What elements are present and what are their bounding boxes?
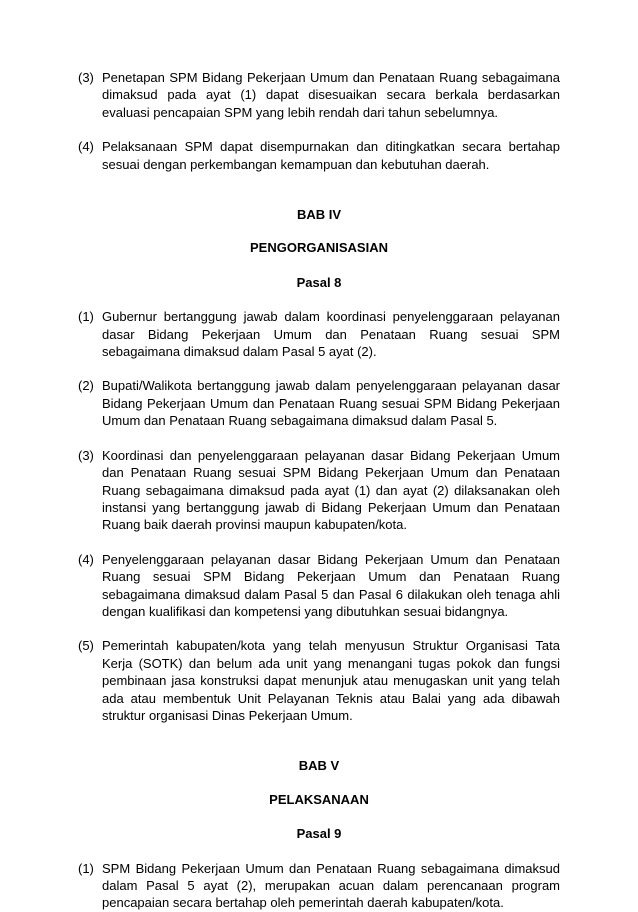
chapter-subtitle: PELAKSANAAN (269, 791, 369, 807)
list-item (78, 551, 560, 621)
list-item (78, 69, 560, 121)
item-text: Penyelenggaraan pelayanan dasar Bidang Pekerjaan Umum dan Penataan Ruang sesuai SPM Bidang Pekerjaan Umum dan Penataan Ruang sebagaimana dimaksud dalam Pasal 5 dan Pasal 6 dilakukan oleh tenaga ahli dengan kualifikasi dan kompetensi yang dibutuhkan sesuai bidangnya. (102, 551, 560, 619)
item-text: Penetapan SPM Bidang Pekerjaan Umum dan Penataan Ruang sebagaimana dimaksud pada ayat (1) dapat disesuaikan secara berkala berdasarkan evaluasi pencapaian SPM yang lebih rendah dari tahun sebelumnya. (102, 70, 560, 120)
item-text: Gubernur bertanggung jawab dalam koordinasi penyelenggaraan pelayanan dasar Bidang Pekerjaan Umum dan Penataan Ruang sesuai SPM sebagaimana dimaksud dalam Pasal 5 ayat (2). (102, 309, 560, 360)
item-text: Pelaksanaan SPM dapat disempurnakan dan ditingkatkan secara bertahap sesuai dengan perkembangan kemampuan dan kebutuhan daerah. (102, 139, 560, 172)
list-item (78, 138, 560, 173)
chapter-title: BAB V (298, 758, 340, 774)
item-number: (5) (78, 638, 94, 654)
item-number: (2) (78, 378, 94, 394)
item-number: (4) (78, 551, 94, 567)
item-number: (4) (78, 139, 94, 155)
chapter-subtitle: PENGORGANISASIAN (250, 240, 388, 256)
article-title: Pasal 9 (296, 826, 342, 842)
item-number: (3) (78, 447, 94, 463)
item-number: (3) (78, 70, 94, 85)
item-number: (1) (78, 309, 94, 325)
list-item (78, 860, 560, 912)
list-item (78, 447, 560, 534)
list-item (78, 308, 560, 360)
item-text: Bupati/Walikota bertanggung jawab dalam penyelenggaraan pelayanan dasar Bidang Pekerjaan Umum dan Penataan Ruang sesuai SPM Bidang Pekerjaan Umum dan Penataan Ruang sebagaimana dimaksud dalam Pasal 5. (102, 378, 560, 429)
item-text: Koordinasi dan penyelenggaraan pelayanan dasar Bidang Pekerjaan Umum dan Penataan Ruang sesuai SPM Bidang Pekerjaan Umum dan Penataan Ruang sebagaimana dimaksud pada ayat (1) dan ayat (2) dilaksanakan oleh instansi yang bertanggung jawab di Bidang Pekerjaan Umum dan Penataan Ruang baik daerah provinsi maupun kabupaten/kota. (102, 447, 560, 533)
list-item (78, 377, 560, 429)
article-title: Pasal 8 (296, 274, 342, 290)
document-page (78, 69, 560, 912)
chapter-title: BAB IV (296, 207, 342, 223)
item-text: SPM Bidang Pekerjaan Umum dan Penataan Ruang sebagaimana dimaksud dalam Pasal 5 ayat (2), merupakan acuan dalam perencanaan program pencapaian secara bertahap oleh pemerintah daerah kabupaten/kota. (102, 860, 560, 911)
list-item (78, 637, 560, 724)
item-text: Pemerintah kabupaten/kota yang telah menyusun Struktur Organisasi Tata Kerja (SOTK) dan belum ada unit yang menangani tugas pokok dan fungsi pembinaan jasa konstruksi dapat menunjuk atau menugaskan unit yang telah ada atau membentuk Unit Pelayanan Teknis atau Balai yang ada dibawah struktur organisasi Dinas Pekerjaan Umum. (102, 638, 560, 723)
item-number: (1) (78, 860, 94, 876)
